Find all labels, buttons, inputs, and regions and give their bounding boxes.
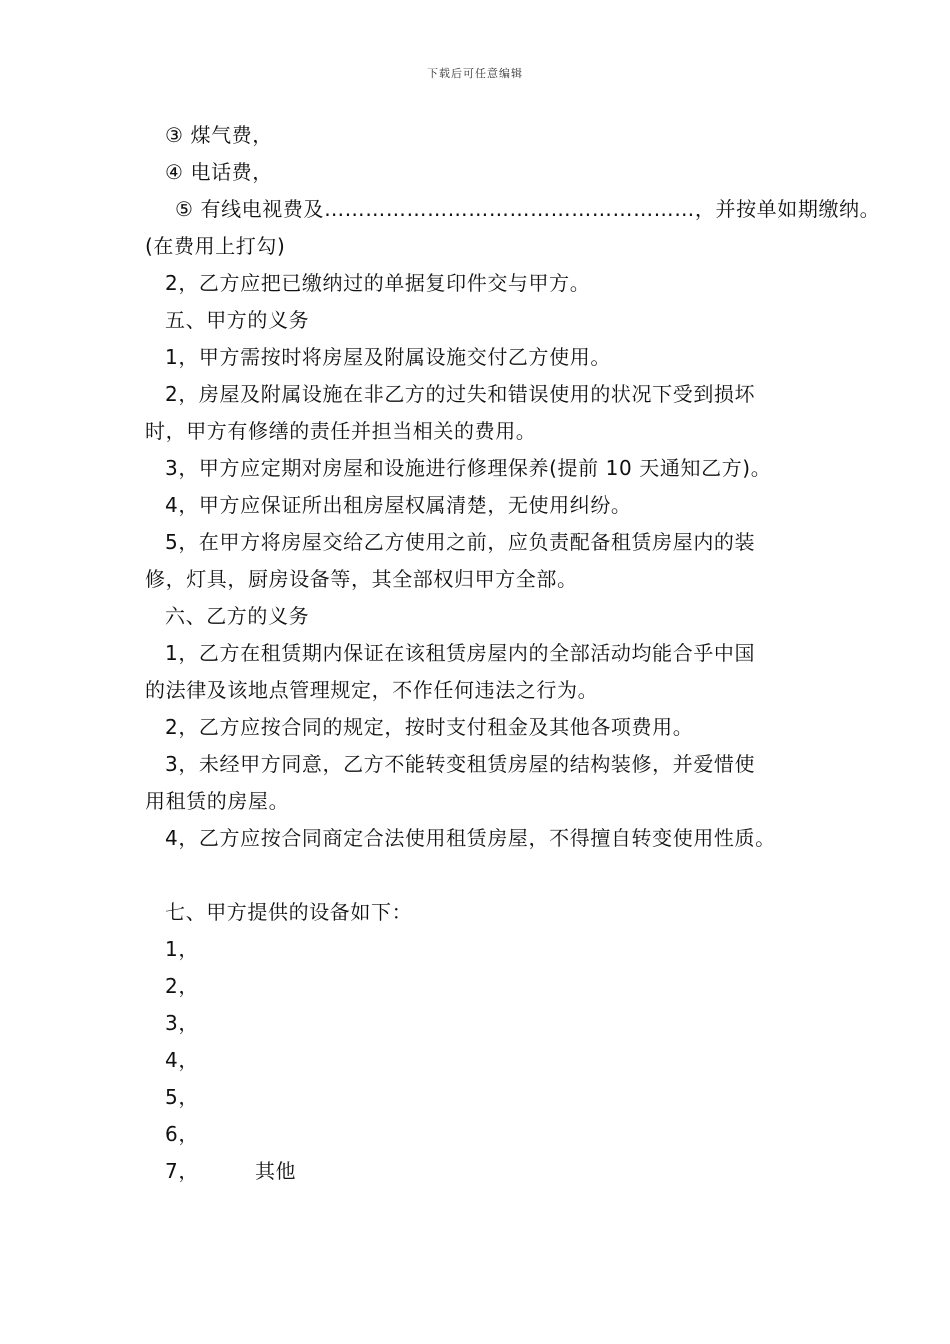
utility-gas: ③ 煤气费，: [165, 123, 273, 147]
s5-item-3: 3，甲方应定期对房屋和设施进行修理保养(提前 10 天通知乙方)。: [165, 456, 772, 480]
s6-item-2: 2，乙方应按合同的规定，按时支付租金及其他各项费用。: [165, 715, 694, 739]
spacer: [145, 857, 825, 894]
equipment-item-4: 4，: [165, 1048, 199, 1072]
equipment-item-5: 5，: [165, 1085, 199, 1109]
s5-item-4: 4，甲方应保证所出租房屋权属清楚，无使用纠纷。: [165, 493, 632, 517]
equipment-item-6: 6，: [165, 1122, 199, 1146]
contract-body: [145, 117, 881, 1190]
checkmark-note: (在费用上打勾): [145, 234, 286, 258]
s6-item-4: 4，乙方应按合同商定合法使用租赁房屋，不得擅自转变使用性质。: [165, 826, 776, 850]
s5-item-5-line-1: 5，在甲方将房屋交给乙方使用之前，应负责配备租赁房屋内的装: [165, 530, 756, 554]
page-header: 下载后可任意编辑: [427, 67, 523, 80]
equipment-item-2: 2，: [165, 974, 199, 998]
equipment-item-3: 3，: [165, 1011, 199, 1035]
section-7-title: 七、甲方提供的设备如下：: [165, 900, 413, 924]
section-6-title: 六、乙方的义务: [165, 604, 310, 628]
s6-item-3-line-2: 用租赁的房屋。: [145, 789, 290, 813]
s5-item-2-line-2: 时，甲方有修缮的责任并担当相关的费用。: [145, 419, 537, 443]
receipt-copy-clause: 2，乙方应把已缴纳过的单据复印件交与甲方。: [165, 271, 591, 295]
utility-cable-tv: ⑤ 有线电视费及………………………………………………，并按单如期缴纳。: [175, 197, 881, 221]
equipment-item-1: 1，: [165, 937, 199, 961]
equipment-item-7-number: 7，: [165, 1159, 199, 1183]
s5-item-5-line-2: 修，灯具，厨房设备等，其全部权归甲方全部。: [145, 567, 578, 591]
utility-phone: ④ 电话费，: [165, 160, 273, 184]
equipment-item-7-other: 其他: [254, 1159, 297, 1183]
s6-item-1-line-2: 的法律及该地点管理规定，不作任何违法之行为。: [145, 678, 599, 702]
s6-item-3-line-1: 3，未经甲方同意，乙方不能转变租赁房屋的结构装修，并爱惜使: [165, 752, 756, 776]
s5-item-2-line-1: 2，房屋及附属设施在非乙方的过失和错误使用的状况下受到损坏: [165, 382, 756, 406]
equipment-item-7: [145, 1153, 825, 1190]
s5-item-1: 1，甲方需按时将房屋及附属设施交付乙方使用。: [165, 345, 611, 369]
section-5-title: 五、甲方的义务: [165, 308, 310, 332]
equipment-list: [145, 931, 825, 1190]
s6-item-1-line-1: 1，乙方在租赁期内保证在该租赁房屋内的全部活动均能合乎中国: [165, 641, 756, 665]
